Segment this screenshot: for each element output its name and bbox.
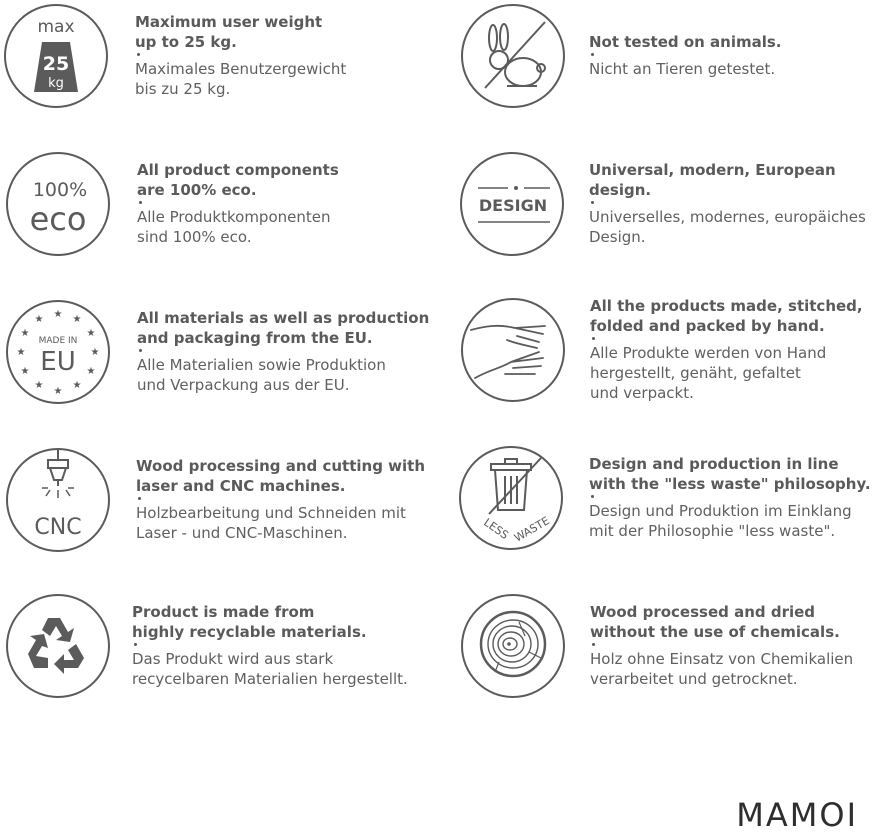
feature-text-de: Alle Materialien sowie Produktion und Verpackung aus der EU.	[137, 356, 386, 394]
svg-text:eco: eco	[29, 200, 87, 238]
feature-text-de: Holz ohne Einsatz von Chemikalien verarbeitet und getrocknet.	[590, 650, 854, 688]
bullet	[592, 643, 595, 646]
feature-title-en: Not tested on animals.	[589, 33, 782, 51]
bullet	[139, 201, 142, 204]
svg-text:100%: 100%	[32, 179, 88, 201]
svg-text:DESIGN: DESIGN	[478, 196, 548, 215]
feature-title-en: All the products made, stitched, folded and packed by hand.	[590, 297, 863, 335]
hands-icon	[459, 296, 567, 404]
svg-text:LESS: LESS	[481, 515, 511, 542]
feature-text-de: Universelles, modernes, europäiches Design.	[589, 208, 866, 246]
feature-text-de: Das Produkt wird aus stark recycelbaren Materialien hergestellt.	[132, 650, 408, 688]
svg-text:★: ★	[72, 314, 82, 325]
feature-title-en: Design and production in line with the "less waste" philosophy.	[589, 455, 871, 493]
svg-text:★: ★	[16, 347, 26, 358]
feature-made-in-eu	[4, 298, 444, 418]
less-waste-icon	[457, 444, 565, 552]
svg-text:★: ★	[34, 380, 44, 391]
svg-text:★: ★	[86, 328, 96, 339]
svg-text:kg: kg	[48, 76, 64, 91]
svg-text:★: ★	[20, 366, 30, 377]
cnc-icon	[4, 446, 112, 554]
svg-text:MADE IN: MADE IN	[38, 336, 78, 346]
feature-text-de: Alle Produkte werden von Hand hergestellt, genäht, gefaltet und verpackt.	[590, 344, 827, 402]
feature-title-en: Universal, modern, European design.	[589, 161, 836, 199]
weight-icon	[2, 2, 110, 110]
svg-text:★: ★	[53, 386, 63, 397]
feature-text-de: Design und Produktion im Einklang mit der Philosophie "less waste".	[589, 502, 852, 540]
feature-text-de: Maximales Benutzergewicht bis zu 25 kg.	[135, 60, 347, 98]
feature-recyclable	[4, 592, 444, 712]
feature-eco	[4, 150, 444, 270]
feature-handmade	[459, 296, 882, 416]
bullet	[591, 495, 594, 498]
brand-logo	[736, 798, 858, 832]
bullet	[134, 643, 137, 646]
feature-text-de: Alle Produktkomponenten sind 100% eco.	[137, 208, 331, 246]
design-icon	[458, 150, 566, 258]
feature-title-en: All product components are 100% eco.	[137, 161, 339, 199]
bullet	[591, 201, 594, 204]
feature-weight	[2, 2, 442, 122]
svg-text:★: ★	[86, 366, 96, 377]
bullet	[138, 497, 141, 500]
svg-text:25: 25	[42, 53, 70, 75]
feature-title-en: Wood processing and cutting with laser and CNC machines.	[136, 457, 426, 495]
svg-text:max: max	[37, 17, 75, 37]
eco-icon	[4, 150, 112, 258]
svg-text:★: ★	[20, 328, 30, 339]
svg-text:WASTE: WASTE	[512, 514, 552, 545]
feature-design	[458, 150, 882, 270]
feature-cnc	[4, 446, 444, 566]
feature-text-de: Nicht an Tieren getestet.	[589, 60, 776, 78]
bullet	[592, 337, 595, 340]
svg-text:CNC: CNC	[34, 515, 82, 540]
feature-no-chemicals	[459, 592, 882, 712]
brand-logo-text: MAMOI	[736, 796, 858, 834]
svg-text:★: ★	[90, 347, 100, 358]
no-animal-testing-icon	[459, 2, 567, 110]
svg-text:★: ★	[53, 309, 63, 320]
svg-text:★: ★	[34, 314, 44, 325]
svg-text:EU: EU	[40, 347, 76, 377]
recycle-icon	[4, 592, 112, 700]
feature-title-en: Product is made from highly recyclable materials.	[132, 603, 367, 641]
feature-title-en: Maximum user weight up to 25 kg.	[135, 13, 323, 51]
feature-not-tested	[459, 2, 882, 122]
feature-title-en: All materials as well as production and packaging from the EU.	[137, 309, 430, 347]
bullet	[139, 349, 142, 352]
bullet	[591, 53, 594, 56]
svg-text:★: ★	[72, 380, 82, 391]
feature-less-waste	[457, 444, 882, 564]
bullet	[137, 53, 140, 56]
feature-text-de: Holzbearbeitung und Schneiden mit Laser - und CNC-Maschinen.	[136, 504, 406, 542]
feature-title-en: Wood processed and dried without the use of chemicals.	[590, 603, 840, 641]
made-in-eu-icon	[4, 298, 112, 406]
wood-log-icon	[459, 592, 567, 700]
